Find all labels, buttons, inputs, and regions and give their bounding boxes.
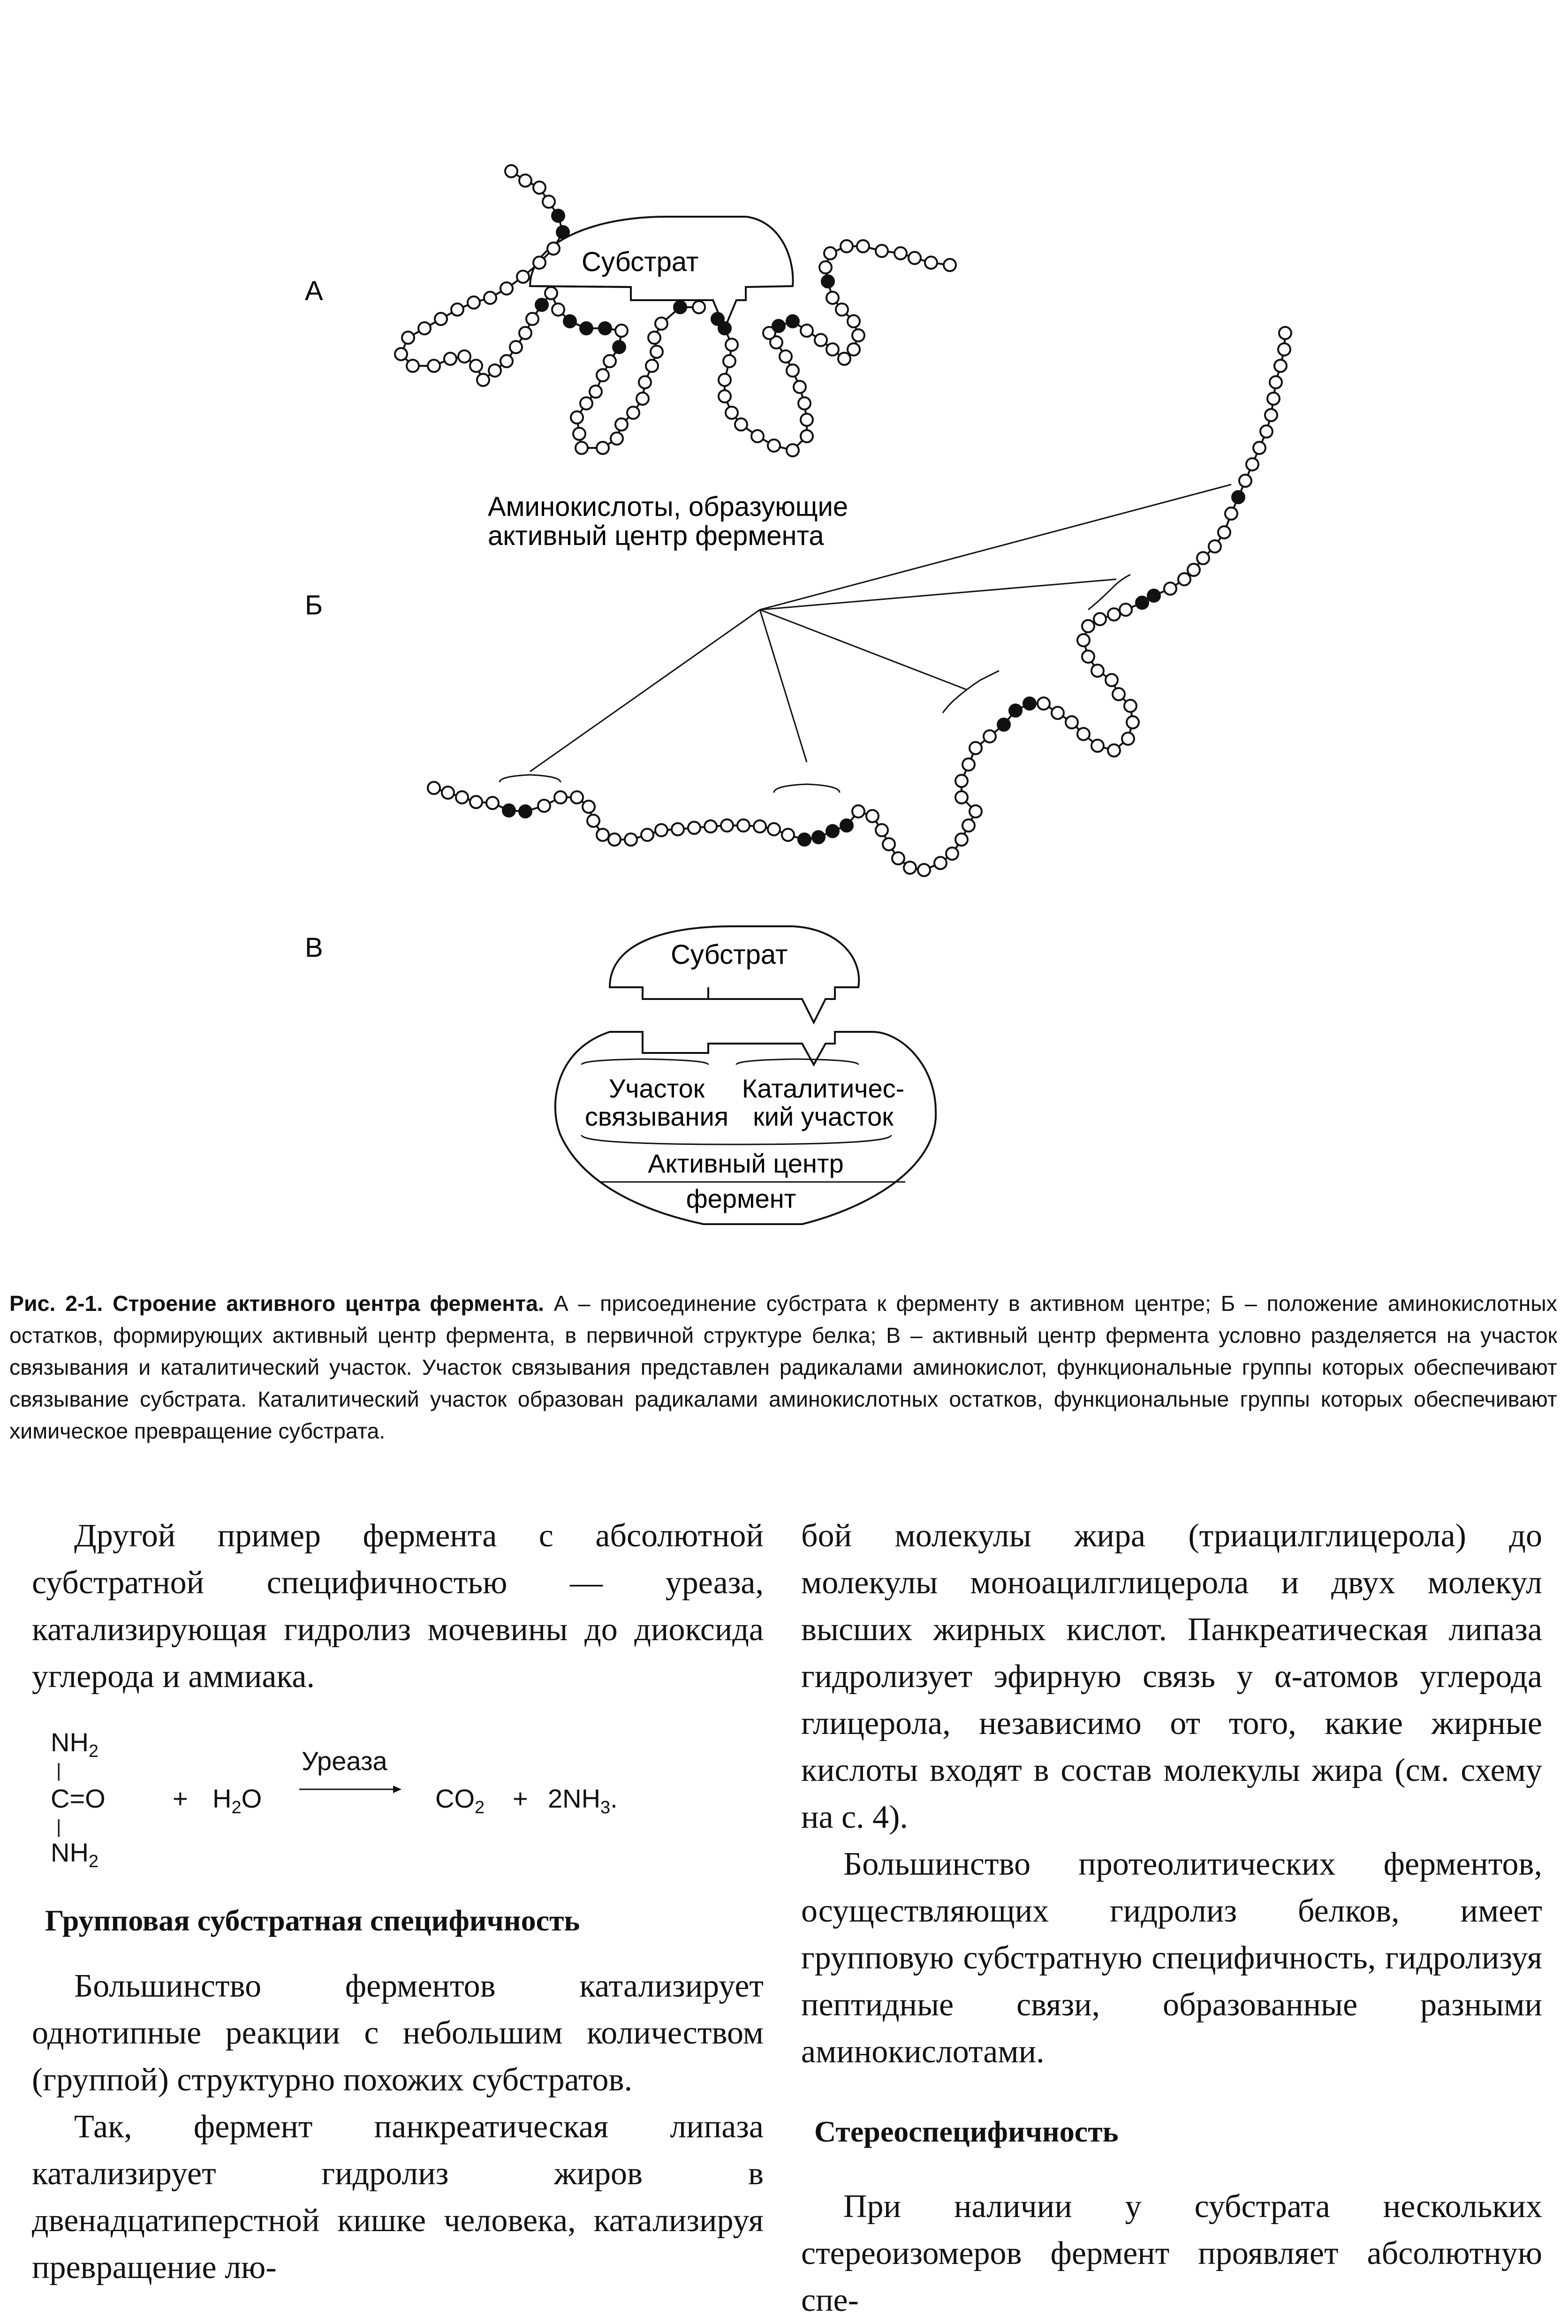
active-residue [787,315,799,327]
active-residue [998,719,1010,731]
amino-residue [1164,583,1176,595]
amino-residue [1113,688,1125,700]
amino-residue [552,303,564,316]
amino-residue [458,350,470,363]
amino-residue [1120,604,1132,616]
amino-residue [533,182,545,194]
amino-residue [970,742,982,754]
amino-residue [1239,475,1251,487]
active-residue [1136,597,1148,609]
amino-residue [639,376,651,388]
amino-residue [826,292,839,304]
amino-residue [801,414,813,426]
amino-residue [719,374,731,386]
amino-residue [824,247,836,259]
amino-residue [894,247,907,259]
panel-a-substrate-label: Субстрат [582,247,699,277]
amino-residue [876,824,888,836]
active-residue [599,322,611,334]
amino-residue [693,301,705,313]
amino-residue [428,782,440,794]
panel-a-letter: А [305,276,323,306]
amino-residue [751,430,764,442]
amino-residue [576,442,588,454]
amino-residue [486,797,499,809]
panel-b-letter: Б [305,590,323,621]
amino-residue [500,355,513,367]
active-residue [557,226,569,238]
paragraph-group-specificity: Большинство ферментов катализирует однотипные реакции с небольшим количеством (группой) структурно похожих субстратов. [32,1968,764,2098]
amino-residue [648,332,660,344]
amino-residue [519,327,531,339]
active-residue [1009,704,1022,717]
amino-residue [533,257,545,269]
active-residue [613,341,625,353]
amino-residue [608,833,621,846]
panel-c-letter: В [305,932,323,963]
amino-residue [904,862,916,874]
amino-residue [1265,409,1277,421]
eq-co2: $CO_2$ [435,1784,485,1818]
amino-residue [815,334,827,346]
eq-reaction-arrow [299,1780,402,1799]
amino-residue [719,390,731,402]
amino-residue [723,355,735,367]
amino-residue [944,259,956,271]
amino-residue [484,292,496,304]
paragraph-urease: Другой пример фермента с абсолютной субстратной специфичностью — уреаза, катализирующая гидролиз мочевины до диоксида углерода и аммиака. [32,1518,764,1695]
amino-residue [1108,744,1120,757]
amino-residue [1091,740,1104,752]
panel-a [395,165,956,551]
eq-nh2-bottom: $NH_2$ [51,1838,99,1872]
amino-residue [554,791,567,803]
eq-bond-bottom: | [56,1817,61,1837]
heading-stereospecificity: Стереоспецифичность [814,2115,1119,2148]
amino-residue [1188,564,1200,576]
amino-residue [794,381,806,393]
amino-residue [801,430,813,442]
amino-residue [721,819,733,832]
panel-a-note-line1: Аминокислоты, образующие [488,492,848,522]
amino-residue [655,318,667,330]
amino-residue [857,240,869,252]
eq-enzyme-urease: Уреаза [302,1746,387,1776]
caption-title: Рис. 2-1. Строение активного центра фермента. [9,1291,544,1316]
amino-residue [909,252,921,264]
amino-residue [848,315,860,327]
amino-residue [571,411,583,424]
amino-residue [876,245,888,257]
panel-c-catalytic-site-line1: Каталитичес- [742,1074,905,1103]
amino-residue [768,439,780,452]
active-residue [822,275,834,288]
amino-residue [604,355,616,367]
amino-residue [962,758,975,771]
amino-residue [1082,620,1094,632]
eq-plus-1: + [173,1784,188,1813]
panel-a-amino-chains [395,165,956,456]
amino-residue [955,775,968,787]
active-residue [1148,590,1160,602]
amino-residue [1218,526,1230,538]
amino-residue [402,332,414,344]
active-residue [1232,491,1244,503]
active-residue [812,831,825,843]
active-residue [841,819,853,832]
amino-residue [726,407,738,419]
amino-residue [1178,573,1190,585]
amino-residue [538,800,550,812]
active-residue [826,825,839,837]
panel-b [428,327,1291,876]
amino-residue [611,432,623,445]
amino-residue [641,829,653,841]
amino-residue [519,174,531,187]
amino-residue [1274,360,1287,372]
amino-residue [545,287,557,299]
amino-residue [925,257,937,269]
amino-residue [1279,327,1291,339]
amino-residue [442,787,454,799]
eq-water: $H_2O$ [212,1784,262,1818]
active-residue [719,322,731,334]
amino-residue [1127,716,1139,728]
amino-residue [918,864,930,876]
amino-residue [470,360,482,372]
amino-residue [587,815,599,827]
paragraph-stereo: При наличии у субстрата нескольких стереоизомеров фермент проявляет абсолютную спе- [801,2188,1542,2318]
amino-residue [892,852,904,864]
panel-c-substrate-label: Субстрат [671,939,788,970]
amino-residue [946,848,958,860]
left-column [32,1513,764,2291]
amino-residue [418,322,431,334]
amino-residue [1038,697,1050,710]
amino-residue [627,407,639,419]
amino-residue [456,791,468,803]
amino-residue [1122,733,1134,745]
amino-residue [704,820,717,833]
amino-residue [768,823,780,835]
eq-plus-2: + [513,1784,528,1813]
amino-residue [580,397,592,409]
panel-c-enzyme-label: фермент [686,1184,796,1213]
amino-residue [477,374,489,386]
amino-residue [590,386,602,398]
amino-residue [1260,425,1273,438]
amino-residue [852,329,864,341]
active-residue [564,315,576,327]
amino-residue [1253,442,1265,454]
panel-a-note-line2: активный центр фермента [488,521,824,551]
amino-residue [451,303,463,316]
amino-residue [852,805,864,818]
amino-residue [597,442,609,454]
amino-residue [1082,651,1094,663]
amino-residue [597,829,609,841]
eq-bond-top: | [56,1760,61,1781]
active-residue [503,804,515,817]
amino-residue [615,325,628,337]
active-residue [798,833,811,846]
amino-residue [1225,507,1237,520]
amino-residue [505,165,517,177]
amino-residue [444,353,456,365]
amino-residue [583,801,595,813]
active-residue [580,322,592,334]
amino-residue [500,282,513,295]
paragraph-lipase-continued: бой молекулы жира (триацилглицерола) до молекулы моноацилглицерола и двух молекул высших жирных кислот. Панкреатическая липаза гидролизует эфирную связь у α-атомов углерода глицерола, независимо от того, какие жирные кислоты входят в состав молекулы жира (см. схему на с. 4). [801,1518,1542,1835]
amino-residue [470,796,482,808]
paragraph-proteolytic: Большинство протеолитических ферментов, осуществляющих гидролиз белков, имеет групповую субстратную специфичность, гидролизуя пептидные связи, образованные разными аминокислотами. [801,1846,1542,2070]
amino-residue [955,791,968,803]
amino-residue [547,242,560,255]
caption-text: А – присоединение субстрата к ферменту в активном центре; Б – положение аминокислотных остатков, формирующих активный центр фермента, в первичной структуре белка; В – активный центр фермента условно разделяется на участок связывания и каталитический участок. Участок связывания представлен радикалами аминокислот, функциональные группы которых обеспечивают связывание субстрата. Каталитический участок образован радикалами аминокислотных остатков, функциональные группы которых обеспечивают химическое превращение субстрата. [9,1291,1557,1443]
amino-residue [934,857,947,869]
eq-ammonia: $2NH_3$. [548,1784,618,1818]
panel-c-binding-site-line1: Участок [608,1074,705,1103]
amino-residue [787,444,799,456]
amino-residue [955,833,968,846]
eq-co: C=O [51,1784,106,1813]
amino-residue [754,820,766,833]
amino-residue [883,838,895,850]
right-column [801,1513,1542,2324]
amino-residue [571,791,583,803]
eq-nh2-top: $NH_2$ [51,1727,99,1762]
amino-residue [1077,728,1090,740]
amino-residue [435,313,447,325]
panel-c-active-center: Активный центр [648,1149,844,1178]
active-residue [536,299,548,311]
amino-residue [1270,376,1282,388]
amino-residue [726,339,738,351]
amino-residue [1197,552,1209,564]
amino-residue [735,418,747,431]
amino-residue [1108,608,1120,621]
amino-residue [1066,716,1078,728]
amino-residue [543,196,555,208]
active-residue [674,301,686,313]
amino-residue [688,822,700,834]
amino-residue [962,819,975,832]
amino-residue [801,325,813,337]
panel-c-binding-site-line2: связывания [584,1102,729,1131]
active-residue [1023,697,1036,710]
active-residue [773,320,785,332]
amino-residue [672,823,684,835]
amino-residue [780,350,792,363]
amino-residue [1094,613,1106,625]
amino-residue [573,428,585,440]
amino-residue [1267,393,1280,405]
amino-residue [526,313,538,325]
amino-residue [1106,674,1118,686]
amino-residue [468,296,480,309]
amino-residue [1278,343,1290,356]
amino-residue [782,829,794,841]
amino-residue [970,805,982,818]
amino-residue [866,810,879,822]
amino-residue [636,393,649,405]
amino-residue [489,364,501,377]
amino-residue [798,397,811,409]
amino-residue [836,303,848,316]
active-residue [552,210,564,222]
heading-group-specificity: Групповая субстратная специфичность [45,1904,580,1937]
amino-residue [625,833,637,846]
amino-residue [615,418,628,431]
urea-hydrolysis-equation [32,1710,764,1878]
amino-residue [1124,700,1136,712]
amino-residue [787,364,799,377]
amino-residue [597,369,609,381]
active-residue [519,805,531,818]
amino-residue [646,360,658,372]
amino-residue [395,348,407,360]
amino-residue [984,730,996,742]
amino-residue [1077,634,1090,646]
amino-residue [1209,540,1221,553]
paragraph-lipase: Так, фермент панкреатическая липаза катализирует гидролиз жиров в двенадцатиперстной кишке человека, катализируя превращение лю- [32,2109,764,2286]
amino-residue [848,343,860,356]
panel-c-catalytic-site-line2: кий участок [753,1102,894,1131]
amino-residue [407,360,419,372]
amino-residue [428,360,440,372]
figure-caption [9,1287,1557,1447]
amino-residue [826,343,839,356]
amino-residue [1052,707,1064,719]
amino-residue [655,824,667,836]
amino-residue [838,353,850,365]
amino-residue [841,240,853,252]
amino-residue [737,819,750,832]
amino-residue [819,261,832,273]
amino-residue [651,346,663,358]
panel-c [555,926,936,1224]
amino-residue [517,271,529,283]
amino-residue [510,341,522,353]
amino-residue [1246,458,1258,470]
amino-residue [1091,665,1104,677]
